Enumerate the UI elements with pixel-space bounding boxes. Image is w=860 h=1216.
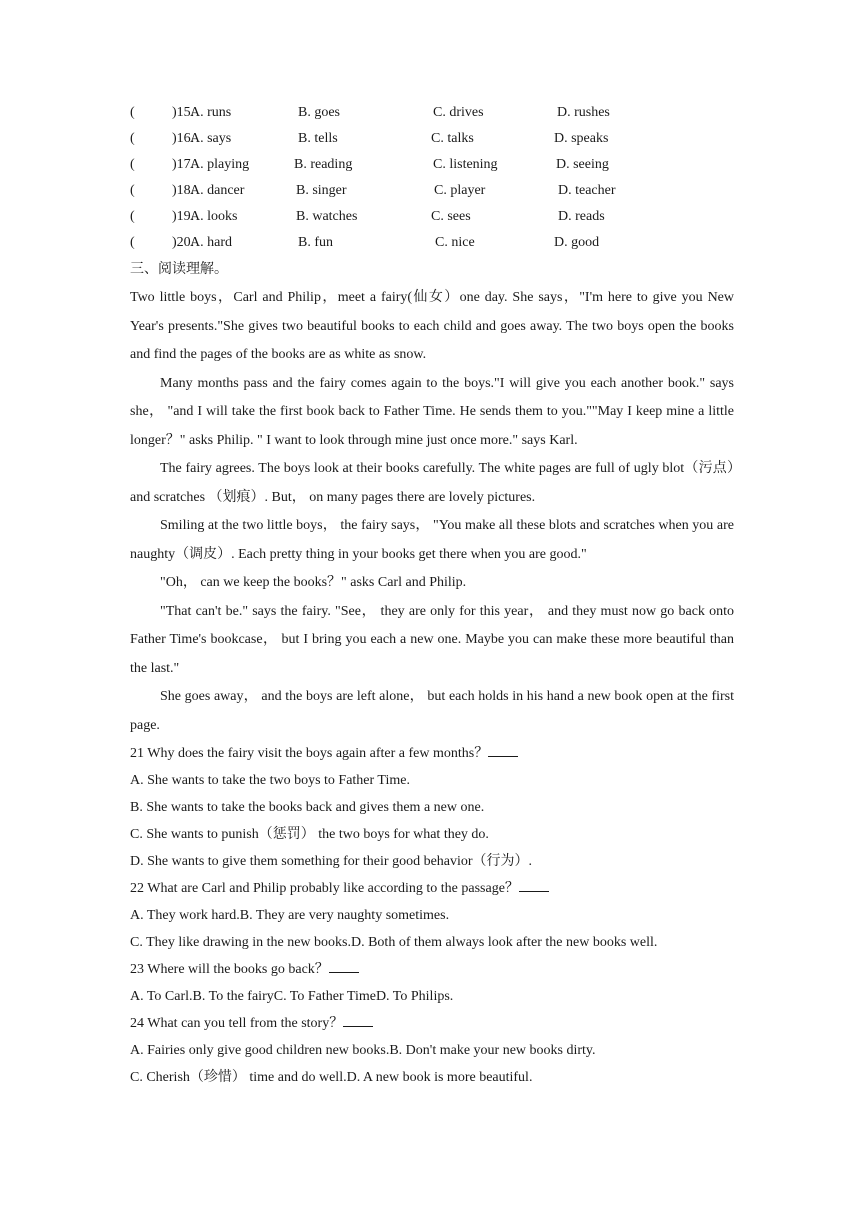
option-c: C. player <box>434 183 486 198</box>
answer-option: B. She wants to take the books back and gives them a new one. <box>130 800 485 815</box>
question-number: )19. <box>172 209 195 224</box>
option-b: B. goes <box>298 105 340 120</box>
passage-paragraph: Smiling at the two little boys， the fairy says， "You make all these blots and scratches when you are naughty（调皮）. Each pretty thing in your books get there when you are good." <box>130 518 734 562</box>
option-b: B. singer <box>296 183 347 198</box>
option-d: D. seeing <box>556 157 609 172</box>
option-b: B. reading <box>294 157 353 172</box>
question-stem: 24 What can you tell from the story？ <box>130 1016 344 1031</box>
answer-paren: ( <box>130 105 135 120</box>
option-a: A. playing <box>190 157 250 172</box>
answer-blank[interactable] <box>329 958 359 973</box>
answer-option: C. Cherish（珍惜） time and do well.D. A new book is more beautiful. <box>130 1070 533 1085</box>
option-a: A. looks <box>190 209 238 224</box>
option-d: D. teacher <box>558 183 616 198</box>
option-c: C. nice <box>435 235 475 250</box>
option-b: B. watches <box>296 209 358 224</box>
answer-option: C. She wants to punish（惩罚） the two boys for what they do. <box>130 827 489 842</box>
answer-paren: ( <box>130 183 135 198</box>
question-number: )15. <box>172 105 195 120</box>
option-b: B. fun <box>298 235 333 250</box>
choice-row-19 <box>130 204 734 230</box>
option-a: A. dancer <box>190 183 245 198</box>
answer-option: A. To Carl.B. To the fairyC. To Father TimeD. To Philips. <box>130 989 454 1004</box>
option-a: A. says <box>190 131 232 146</box>
answer-paren: ( <box>130 131 135 146</box>
answer-option: D. She wants to give them something for their good behavior（行为）. <box>130 854 533 869</box>
question-stem: 21 Why does the fairy visit the boys again after a few months？ <box>130 746 489 761</box>
answer-option: A. She wants to take the two boys to Father Time. <box>130 773 410 788</box>
question-24 <box>130 1010 734 1091</box>
question-number: )20. <box>172 235 195 250</box>
passage-paragraph: Two little boys，Carl and Philip，meet a fairy(仙女）one day. She says，"I'm here to give you New Year's presents."She gives two beautiful books to each child and goes away. The two boys open the books and find the pages of the books are as white as snow. <box>130 290 734 362</box>
answer-option: A. Fairies only give good children new books.B. Don't make your new books dirty. <box>130 1043 596 1058</box>
section-heading: 三、阅读理解。 <box>130 262 228 277</box>
passage-paragraph: The fairy agrees. The boys look at their books carefully. The white pages are full of ugly blot（污点）and scratches （划痕）. But， on many pages there are lovely pictures. <box>130 461 734 505</box>
reading-passage <box>130 284 734 740</box>
option-d: D. rushes <box>557 105 610 120</box>
answer-paren: ( <box>130 157 135 172</box>
passage-paragraph: Many months pass and the fairy comes again to the boys."I will give you each another book." says she， "and I will take the first book back to Father Time. He sends them to you.""May I keep mine a little longer？" asks Philip. " I want to look through mine just once more." says Karl. <box>130 375 734 448</box>
option-d: D. reads <box>558 209 605 224</box>
question-list <box>130 740 734 1091</box>
question-23 <box>130 956 734 1010</box>
answer-option: A. They work hard.B. They are very naughty sometimes. <box>130 908 450 923</box>
question-number: )18. <box>172 183 195 198</box>
choice-row-20 <box>130 230 734 256</box>
cloze-choices <box>130 100 734 256</box>
option-a: A. runs <box>190 105 232 120</box>
option-b: B. tells <box>298 131 338 146</box>
answer-paren: ( <box>130 209 135 224</box>
question-number: )16. <box>172 131 195 146</box>
answer-blank[interactable] <box>488 742 518 757</box>
passage-paragraph: "That can't be." says the fairy. "See， they are only for this year， and they must now go back onto Father Time's bookcase， but I bring you each a new one. Maybe you can make these more beautiful than the last." <box>130 603 734 676</box>
option-d: D. speaks <box>554 131 609 146</box>
choice-row-16 <box>130 126 734 152</box>
question-21 <box>130 740 734 875</box>
question-stem: 22 What are Carl and Philip probably like according to the passage？ <box>130 881 519 896</box>
option-c: C. listening <box>433 157 498 172</box>
passage-paragraph: She goes away， and the boys are left alone， but each holds in his hand a new book open at the first page. <box>130 689 734 733</box>
choice-row-18 <box>130 178 734 204</box>
answer-paren: ( <box>130 235 135 250</box>
question-stem: 23 Where will the books go back？ <box>130 962 329 977</box>
choice-row-15 <box>130 100 734 126</box>
option-d: D. good <box>554 235 600 250</box>
passage-paragraph: "Oh， can we keep the books？" asks Carl and Philip. <box>160 575 467 590</box>
question-22 <box>130 875 734 956</box>
answer-blank[interactable] <box>343 1012 373 1027</box>
option-c: C. drives <box>433 105 484 120</box>
option-c: C. sees <box>431 209 471 224</box>
option-a: A. hard <box>190 235 232 250</box>
answer-blank[interactable] <box>519 877 549 892</box>
choice-row-17 <box>130 152 734 178</box>
answer-option: C. They like drawing in the new books.D. Both of them always look after the new books well. <box>130 935 658 950</box>
question-number: )17. <box>172 157 195 172</box>
option-c: C. talks <box>431 131 474 146</box>
worksheet-page <box>130 100 734 1091</box>
